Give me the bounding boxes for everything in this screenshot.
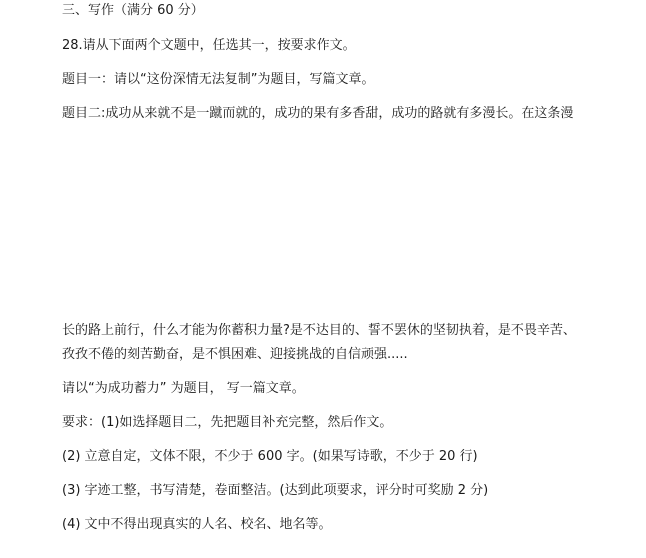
topic-two-prompt: 请以“为成功蓄力” 为题目， 写一篇文章。	[62, 381, 305, 396]
requirement-4: (4) 文中不得出现真实的人名、校名、地名等。	[62, 517, 332, 532]
topic-two-line-3: 孜孜不倦的刻苦勤奋，是不惧困难、迎接挑战的自信顽强.....	[62, 347, 408, 362]
section-heading: 三、写作（满分 60 分）	[62, 3, 204, 18]
question-intro: 28.请从下面两个文题中，任选其一，按要求作文。	[62, 38, 356, 53]
requirement-2: (2) 立意自定，文体不限，不少于 600 字。(如果写诗歌，不少于 20 行)	[62, 449, 478, 464]
topic-two-line-1: 题目二:成功从来就不是一蹴而就的，成功的果有多香甜，成功的路就有多漫长。在这条漫	[62, 106, 574, 121]
requirement-3: (3) 字迹工整，书写清楚，卷面整洁。(达到此项要求，评分时可奖励 2 分)	[62, 483, 489, 498]
topic-one: 题目一：请以“这份深情无法复制”为题目，写篇文章。	[62, 72, 375, 87]
topic-two-line-2: 长的路上前行，什么才能为你蓄积力量?是不达目的、誓不罢休的坚韧执着，是不畏辛苦、	[62, 323, 576, 338]
requirement-1: 要求：(1)如选择题目二，先把题目补充完整，然后作文。	[62, 415, 393, 430]
